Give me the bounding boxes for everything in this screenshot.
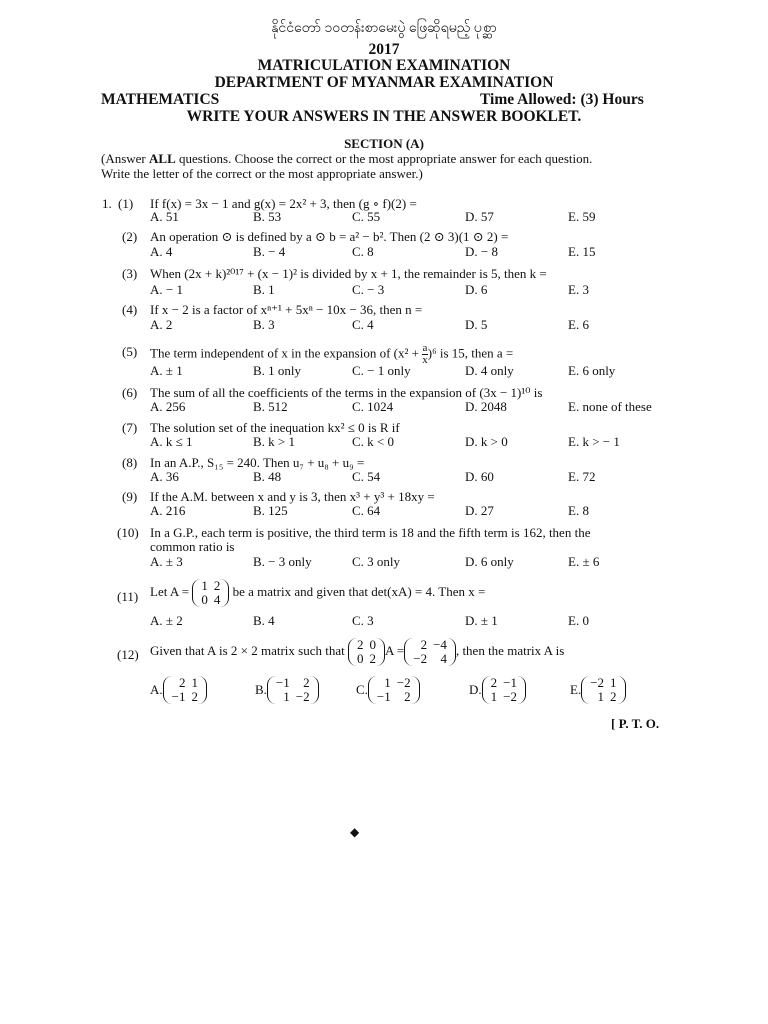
q2-text: An operation ⊙ is defined by a ⊙ b = a² − b². Then (2 ⊙ 3)(1 ⊙ 2) = <box>150 229 509 244</box>
q11-option-a: A. ± 2 <box>150 613 183 628</box>
q2-option-d: D. − 8 <box>465 244 498 259</box>
q2-option-e: E. 15 <box>568 244 596 259</box>
q5-text: The term independent of x in the expansion of (x² + $\frac{a}{x}$ )⁶ is 15, then a = <box>150 342 514 366</box>
matrix-cell: 1 <box>201 578 208 593</box>
matrix-cell: 1 <box>191 675 198 690</box>
q6-option-b: B. 512 <box>253 399 288 414</box>
exam-year: 2017 <box>368 41 400 58</box>
matrix-cell: 0 <box>369 637 376 652</box>
q11-option-b: B. 4 <box>253 613 275 628</box>
q9-option-d: D. 27 <box>465 503 494 518</box>
matrix-cell: −2 <box>590 675 605 690</box>
exam-title: MATRICULATION EXAMINATION <box>257 57 511 74</box>
q4-option-d: D. 5 <box>465 317 488 332</box>
matrix-cell: 2 <box>490 675 498 690</box>
q8-option-b: B. 48 <box>253 469 282 484</box>
matrix-cell: 2 <box>178 675 186 690</box>
q3-option-b: B. 1 <box>253 282 275 297</box>
q12-option-matrix <box>482 676 526 704</box>
q10-text-line2: common ratio is <box>150 539 235 554</box>
q4-option-e: E. 6 <box>568 317 589 332</box>
q7-option-e: E. k > − 1 <box>568 434 620 449</box>
matrix-cell: −2 <box>396 675 411 690</box>
q2-option-a: A. 4 <box>150 244 173 259</box>
time-allowed: Time Allowed: (3) Hours <box>480 91 644 108</box>
q7-option-b: B. k > 1 <box>253 434 296 449</box>
q7-option-c: C. k < 0 <box>352 434 395 449</box>
q12-number: (12) <box>117 647 139 662</box>
q7-number: (7) <box>122 420 138 435</box>
matrix-cell: 2 <box>213 578 221 593</box>
matrix-cell: −2 <box>295 689 310 704</box>
q4-option-b: B. 3 <box>253 317 275 332</box>
q5-option-e: E. 6 only <box>568 363 616 378</box>
q1-lead-number: 1. <box>102 196 112 211</box>
q12-option-label: C. <box>356 682 368 697</box>
q3-option-e: E. 3 <box>568 282 589 297</box>
q3-text: When (2x + k)²⁰¹⁷ + (x − 1)² is divided by x + 1, the remainder is 5, then k = <box>150 266 547 281</box>
q11-matrix <box>192 579 229 607</box>
section-instruction-line1: (Answer ALL questions. Choose the correct or the most appropriate answer for each question. <box>101 151 593 166</box>
q8-option-d: D. 60 <box>465 469 494 484</box>
q1-option-b: B. 53 <box>253 209 282 224</box>
matrix-cell: 2 <box>356 637 364 652</box>
q10-option-e: E. ± 6 <box>568 554 600 569</box>
q12-option-label: D. <box>469 682 482 697</box>
q2-number: (2) <box>122 229 138 244</box>
q1-option-a: A. 51 <box>150 209 179 224</box>
q9-text: If the A.M. between x and y is 3, then x³ + y³ + 18xy = <box>150 489 435 504</box>
q7-option-a: A. k ≤ 1 <box>150 434 193 449</box>
q1-option-e: E. 59 <box>568 209 596 224</box>
q11-text: Let A = 1 2 0 4 be a matrix and given that det(xA) = 4. Then x = <box>150 578 486 607</box>
q11-option-e: E. 0 <box>568 613 589 628</box>
q9-option-e: E. 8 <box>568 503 589 518</box>
q6-option-a: A. 256 <box>150 399 186 414</box>
q12-option-label: B. <box>255 682 267 697</box>
q12-option-e <box>570 676 626 704</box>
q12-option-a <box>150 676 207 704</box>
q12-option-d <box>469 676 526 704</box>
q6-option-c: C. 1024 <box>352 399 394 414</box>
q8-text: In an A.P., S₁₅ = 240. Then u₇ + u₈ + u₉ = <box>150 455 365 470</box>
matrix-cell: 1 <box>610 675 617 690</box>
section-title: SECTION (A) <box>344 136 424 151</box>
q3-option-c: C. − 3 <box>352 282 385 297</box>
q12-option-b <box>255 676 319 704</box>
q1-text: If f(x) = 3x − 1 and g(x) = 2x² + 3, then (g ∘ f)(2) = <box>150 196 417 211</box>
matrix-cell: 2 <box>369 651 376 666</box>
q10-option-b: B. − 3 only <box>253 554 312 569</box>
q5-number: (5) <box>122 344 138 359</box>
answer-instruction: WRITE YOUR ANSWERS IN THE ANSWER BOOKLET. <box>186 108 582 125</box>
q5-option-d: D. 4 only <box>465 363 514 378</box>
matrix-cell: 2 <box>191 689 198 704</box>
q3-option-a: A. − 1 <box>150 282 183 297</box>
matrix-cell: 1 <box>597 689 605 704</box>
q10-option-a: A. ± 3 <box>150 554 183 569</box>
matrix-cell: −4 <box>433 637 447 652</box>
q9-option-b: B. 125 <box>253 503 288 518</box>
q6-text: The sum of all the coefficients of the terms in the expansion of (3x − 1)¹⁰ is <box>150 385 543 400</box>
matrix-cell: −1 <box>503 675 517 690</box>
matrix-cell: −1 <box>275 675 290 690</box>
matrix-cell: −2 <box>413 651 428 666</box>
q1-number: (1) <box>118 196 134 211</box>
matrix-cell: 2 <box>610 689 617 704</box>
q12-option-label: E. <box>570 682 582 697</box>
matrix-cell: −1 <box>171 689 186 704</box>
q12-option-matrix <box>163 676 207 704</box>
scan-speck: ◆ <box>350 825 360 839</box>
q4-option-c: C. 4 <box>352 317 374 332</box>
q12-matrix-right <box>404 638 456 666</box>
q2-option-b: B. − 4 <box>253 244 286 259</box>
q8-option-c: C. 54 <box>352 469 381 484</box>
q6-number: (6) <box>122 385 138 400</box>
q1-option-d: D. 57 <box>465 209 494 224</box>
matrix-cell: −1 <box>376 689 391 704</box>
matrix-cell: 4 <box>213 592 221 607</box>
matrix-cell: −2 <box>503 689 517 704</box>
q5-option-c: C. − 1 only <box>352 363 411 378</box>
q7-text: The solution set of the inequation kx² ≤ 0 is R if <box>150 420 400 435</box>
matrix-cell: 1 <box>283 689 290 704</box>
q10-option-c: C. 3 only <box>352 554 401 569</box>
q9-option-c: C. 64 <box>352 503 381 518</box>
q8-option-e: E. 72 <box>568 469 596 484</box>
q8-option-a: A. 36 <box>150 469 179 484</box>
matrix-cell: 4 <box>440 651 447 666</box>
q12-option-matrix <box>581 676 625 704</box>
q4-option-a: A. 2 <box>150 317 173 332</box>
matrix-cell: 1 <box>490 689 498 704</box>
myanmar-header-line: နိုင်ငံတော် ၁၀တန်းစာမေးပွဲ ဖြေဆိုရမည့် ပုစ္ဆာ <box>271 21 497 36</box>
q3-number: (3) <box>122 266 138 281</box>
matrix-cell: 1 <box>384 675 391 690</box>
q11-number: (11) <box>117 589 139 604</box>
q4-text: If x − 2 is a factor of xⁿ⁺¹ + 5xⁿ − 10x − 36, then n = <box>150 302 423 317</box>
q10-number: (10) <box>117 525 139 540</box>
q5-option-b: B. 1 only <box>253 363 302 378</box>
q12-text: Given that A is 2 × 2 matrix such that 2 0 0 2 A = 2 −4 −2 4 , then the matrix A is <box>150 637 565 666</box>
q11-option-c: C. 3 <box>352 613 374 628</box>
q7-option-d: D. k > 0 <box>465 434 508 449</box>
pto-marker: [ P. T. O. <box>611 716 660 731</box>
subject-label: MATHEMATICS <box>101 91 220 108</box>
matrix-cell: 2 <box>404 689 411 704</box>
q12-option-label: A. <box>150 682 163 697</box>
q5-option-a: A. ± 1 <box>150 363 183 378</box>
q9-number: (9) <box>122 489 138 504</box>
q8-number: (8) <box>122 455 138 470</box>
q1-option-c: C. 55 <box>352 209 381 224</box>
matrix-cell: 2 <box>420 637 428 652</box>
q10-option-d: D. 6 only <box>465 554 514 569</box>
q12-option-matrix <box>368 676 420 704</box>
department-title: DEPARTMENT OF MYANMAR EXAMINATION <box>214 74 554 91</box>
q2-option-c: C. 8 <box>352 244 374 259</box>
q3-option-d: D. 6 <box>465 282 488 297</box>
matrix-cell: 0 <box>356 651 364 666</box>
q4-number: (4) <box>122 302 138 317</box>
section-instruction-line2: Write the letter of the correct or the most appropriate answer.) <box>101 166 423 181</box>
q9-option-a: A. 216 <box>150 503 186 518</box>
q12-matrix-left <box>348 638 385 666</box>
q12-option-c <box>356 676 420 704</box>
q11-option-d: D. ± 1 <box>465 613 498 628</box>
matrix-cell: 2 <box>303 675 310 690</box>
matrix-cell: 0 <box>201 592 208 607</box>
q10-text-line1: In a G.P., each term is positive, the third term is 18 and the fifth term is 162, then the <box>150 525 591 540</box>
q6-option-e: E. none of these <box>568 399 652 414</box>
q6-option-d: D. 2048 <box>465 399 507 414</box>
q12-option-matrix <box>267 676 319 704</box>
